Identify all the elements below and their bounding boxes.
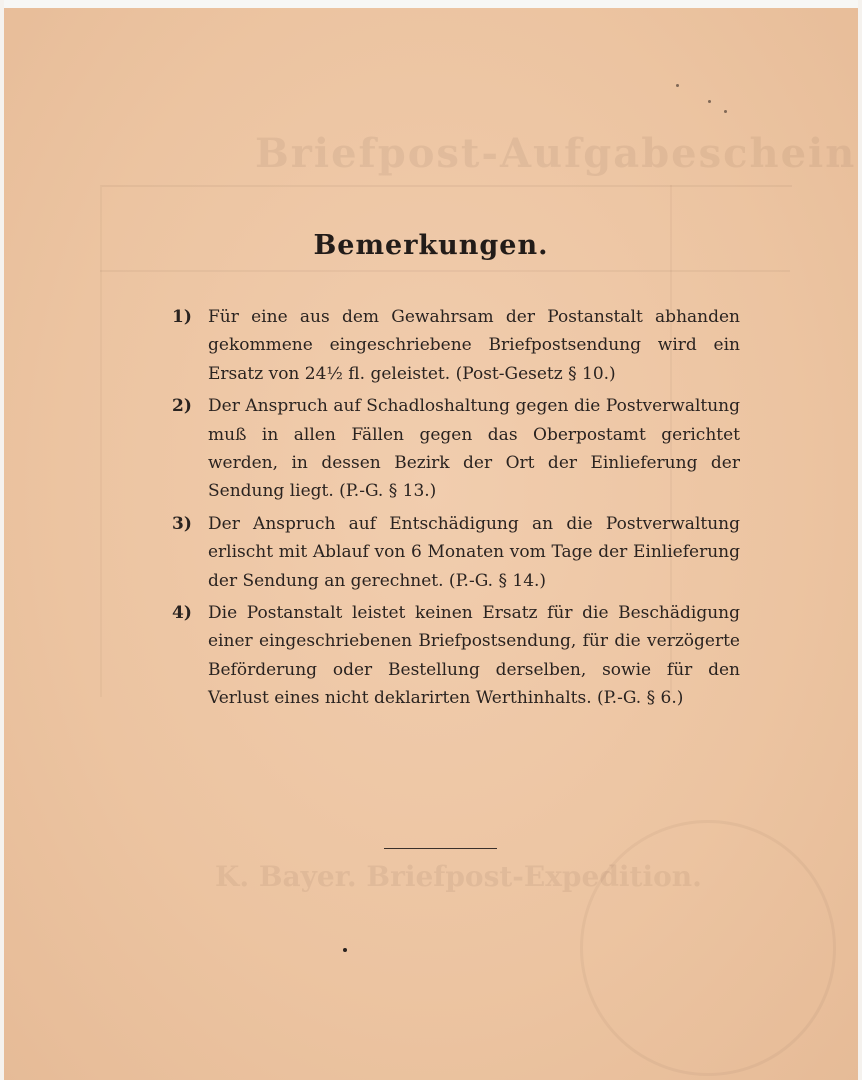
scan-edge-right: [858, 0, 862, 1080]
show-through-heading: Briefpost-Aufgabeschein: [255, 130, 857, 177]
show-through-footer: K. Bayer. Briefpost-Expedition.: [215, 860, 702, 893]
remark-number: 2): [172, 396, 192, 417]
show-through-rule: [100, 270, 790, 272]
ink-speck: [708, 100, 711, 103]
ink-speck: [676, 84, 679, 87]
remark-item: [172, 599, 740, 713]
remark-text: Für eine aus dem Gewahrsam der Postanstalt abhanden gekommene eingeschriebene Briefpostsendung wird ein Ersatz von 24½ fl. geleistet. (Post-Gesetz § 10.): [208, 307, 740, 384]
page-title: Bemerkungen.: [313, 230, 549, 262]
remark-text: Der Anspruch auf Entschädigung an die Postverwaltung erlischt mit Ablauf von 6 Monaten vom Tage der Einlieferung der Sendung an gerechnet. (P.-G. § 14.): [208, 513, 740, 591]
remark-item: [172, 510, 740, 595]
show-through-stamp: [580, 820, 836, 1076]
scan-edge-left: [0, 0, 4, 1080]
scan-edge-top: [0, 0, 862, 8]
remark-text: Die Postanstalt leistet keinen Ersatz für die Beschädigung einer eingeschriebenen Briefpostsendung, für die verzögerte Beförderung oder Bestellung derselben, sowie für den Verlust eines nicht deklarirten Werthinhalts. (P.-G. § 6.): [208, 603, 740, 709]
remark-item: [172, 392, 740, 506]
remark-text: Der Anspruch auf Schadloshaltung gegen die Postverwaltung muß in allen Fällen gegen das Oberpostamt gerichtet werden, in dessen Bezirk der Ort der Einlieferung der Sendung liegt. (P.-G. § 13.): [208, 396, 740, 502]
remark-number: 4): [172, 603, 192, 624]
ink-dot: [343, 948, 347, 952]
remark-item: [172, 303, 740, 388]
remark-number: 1): [172, 307, 192, 327]
ink-speck: [724, 110, 727, 113]
remarks-list: [172, 303, 740, 713]
remark-number: 3): [172, 513, 192, 534]
closing-rule: [384, 848, 497, 849]
